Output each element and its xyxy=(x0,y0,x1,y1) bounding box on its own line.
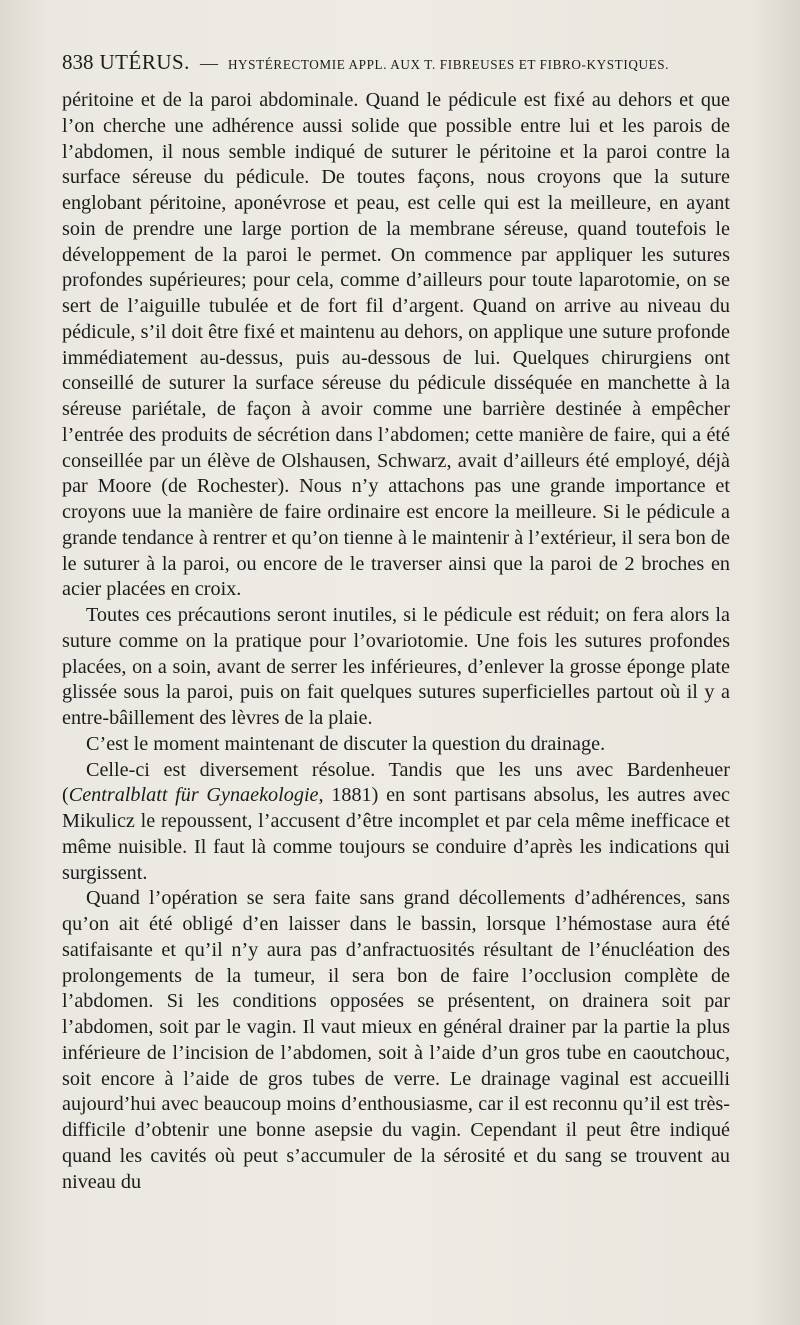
page-number: 838 xyxy=(62,50,94,74)
citation-journal: Centralblatt für Gynaekologie xyxy=(68,784,319,807)
running-header xyxy=(62,50,730,84)
header-dash: — xyxy=(199,53,218,73)
paragraph-reduced-pedicle: Toutes ces précautions seront inutiles, si le pédicule est réduit; on fera alors la suture comme on la pratique pour l’ovariotomie. Une fois les sutures profondes placées, on a soin, avant de serrer les inférieures, d’enlever la grosse éponge plate glissée sous la paroi, puis on fait quelques sutures superficielles partout où il y a entre-bâillement des lèvres de la plaie. xyxy=(62,604,730,729)
citation-year: , 1881) xyxy=(318,784,379,807)
drainage-text-after-citation: en sont partisans absolus, les autres avec Mikulicz le repoussent, l’accusent d’être incomplet et par cela même inefficace et même nuisible. Il faut là comme toujours se conduire d’après les indications qui surgissent. xyxy=(62,784,730,884)
drainage-text-before-citation: Celle-ci est diversement résolue. Tandis que les uns avec Bardenheuer ( xyxy=(62,758,730,807)
paragraph-drainage-indications: Quand l’opération se sera faite sans grand décollements d’adhérences, sans qu’on ait été obligé d’en laisser dans le bassin, lorsque l’hémostase aura été satifaisante et qu’il n’y aura pas d’anfractuosités résultant de l’énucléation des prolongements de la tumeur, il sera bon de faire l’occlusion complète de l’abdomen. Si les conditions opposées se présentent, on drainera soit par l’abdomen, soit par le vagin. Il vaut mieux en général drainer par la partie la plus inférieure de l’incision de l’abdomen, soit à l’aide d’un gros tube en caoutchouc, soit encore à l’aide de gros tubes de verre. Le drainage vaginal est accueilli aujourd’hui avec beaucoup moins d’enthousiasme, car il est reconnu qu’il est très-difficile d’obtenir une bonne asepsie du vagin. Cependant il peut être indiqué quand les cavités où peut s’accumuler de la sérosité et du sang se trouvent au niveau du xyxy=(62,887,730,1193)
paragraph-drainage-opinions xyxy=(62,758,730,887)
chapter-title: UTÉRUS. xyxy=(99,50,190,74)
paragraph-suture-technique: péritoine et de la paroi abdominale. Quand le pédicule est fixé au dehors et que l’on cherche une adhérence aussi solide que possible entre lui et les parois de l’abdomen, il nous semble indiqué de suturer le péritoine et la paroi contre la surface séreuse du pédicule. De toutes façons, nous croyons que la suture englobant péritoine, aponévrose et peau, est celle qui est la meilleure, en ayant soin de prendre une large portion de la membrane séreuse, quand toutefois le développement de la paroi le permet. On commence par appliquer les sutures profondes supérieures; pour cela, comme d’ailleurs pour toute laparotomie, on se sert de l’aiguille tubulée et de fort fil d’argent. Quand on arrive au niveau du pédicule, s’il doit être fixé et maintenu au dehors, on applique une suture profonde immédiatement au-dessus, puis au-dessous de lui. Quelques chirurgiens ont conseillé de suturer la surface séreuse du pédicule disséquée en manchette à la séreuse pariétale, de façon à avoir comme une barrière destinée à empêcher l’entrée des produits de sécrétion dans l’abdomen; cette manière de faire, qui a été conseillée par un élève de Olshausen, Schwarz, avait d’ailleurs été employé, déjà par Moore (de Rochester). Nous n’y attachons pas une grande importance et croyons uue la manière de faire ordinaire est encore la meilleure. Si le pédicule a grande tendance à rentrer et qu’on tienne à le maintenir à l’extérieur, il sera bon de le suturer à la paroi, ou encore de le traverser ainsi que la paroi de 2 broches en acier placées en croix. xyxy=(62,89,730,601)
section-title: HYSTÉRECTOMIE APPL. AUX T. FIBREUSES ET FIBRO-KYSTIQUES. xyxy=(227,57,670,72)
body-text xyxy=(62,88,730,1195)
paragraph-drainage-question: C’est le moment maintenant de discuter la question du drainage. xyxy=(86,732,606,755)
